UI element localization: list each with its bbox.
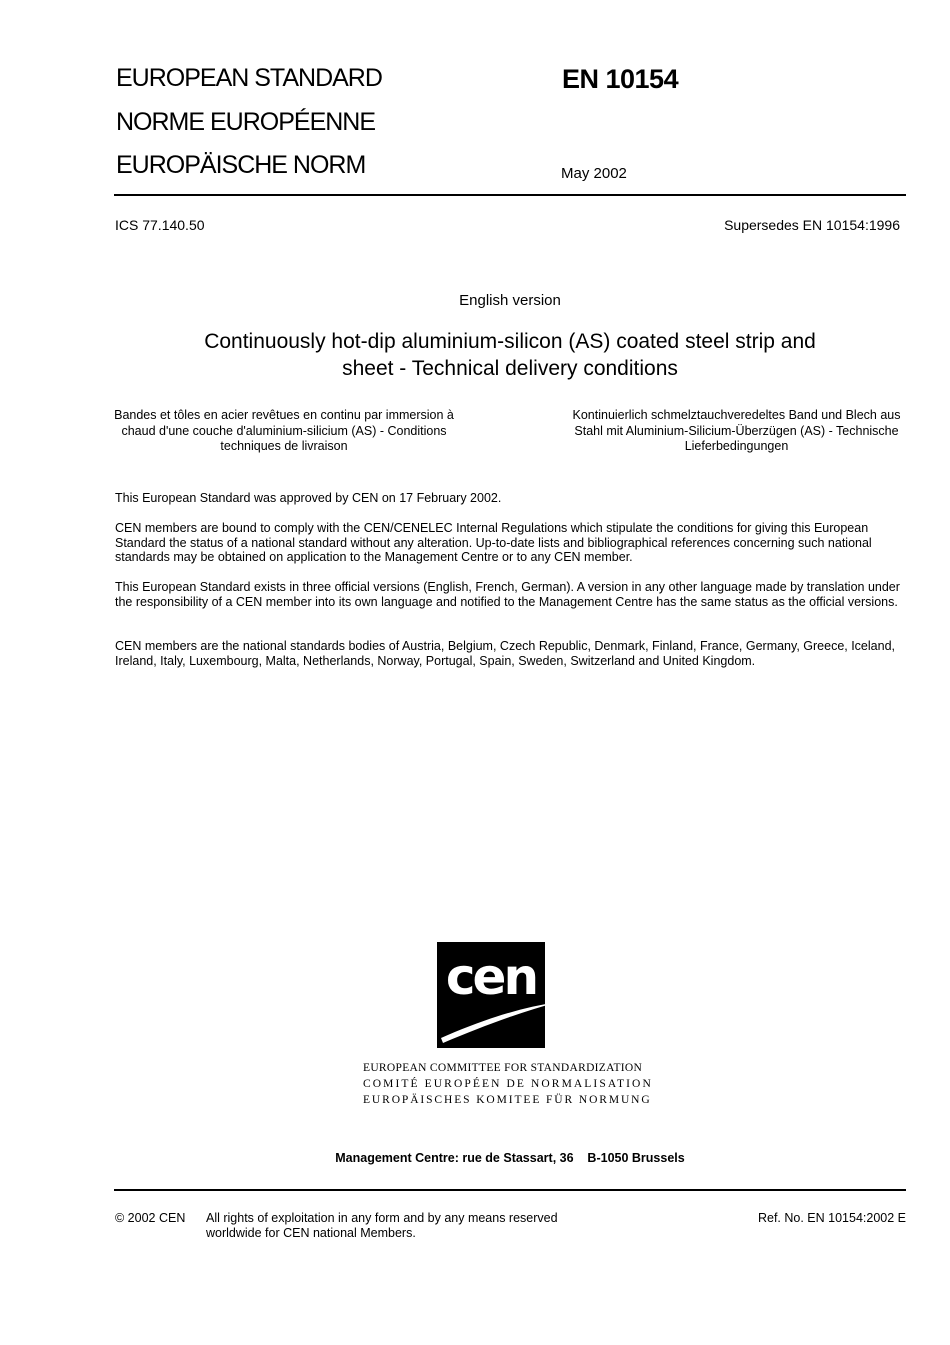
- copyright-notice: © 2002 CEN: [115, 1211, 186, 1225]
- org-name-german: EUROPÄISCHES KOMITEE FÜR NORMUNG: [363, 1094, 652, 1106]
- supersedes-note: Supersedes EN 10154:1996: [724, 217, 900, 233]
- document-title-text: Continuously hot-dip aluminium-silicon (AS) coated steel strip and sheet - Technical delivery conditions: [204, 330, 816, 380]
- publication-date: May 2002: [561, 165, 627, 182]
- footer-divider: [114, 1189, 906, 1191]
- standard-number: EN 10154: [562, 64, 679, 94]
- compliance-paragraph: CEN members are bound to comply with the CEN/CENELEC Internal Regulations which stipulate the conditions for giving this European Standard the status of a national standard without any alteration. Up-to-date lists and bibliographical references concerning such national standards may be obtained on application to the Management Centre or to any CEN member.: [115, 521, 872, 564]
- cen-logo-text: cen: [445, 948, 537, 1006]
- title-english: EUROPEAN STANDARD: [116, 64, 382, 92]
- title-french: NORME EUROPÉENNE: [116, 108, 376, 136]
- reference-number: Ref. No. EN 10154:2002 E: [757, 1211, 906, 1225]
- org-name-french: COMITÉ EUROPÉEN DE NORMALISATION: [363, 1078, 653, 1090]
- header-divider: [114, 194, 906, 196]
- ics-code: ICS 77.140.50: [115, 217, 205, 233]
- versions-paragraph: This European Standard exists in three official versions (English, French, German). A version in any other language made by translation under the responsibility of a CEN member into its own language and notified to the Management Centre has the same status as the official versions.: [115, 580, 900, 609]
- management-centre-address: Management Centre: rue de Stassart, 36 B-1050 Brussels: [335, 1151, 685, 1165]
- members-paragraph: CEN members are the national standards bodies of Austria, Belgium, Czech Republic, Denmark, Finland, France, Germany, Greece, Iceland, Ireland, Italy, Luxembourg, Malta, Netherlands, Norway, Portugal, Spain, Sweden, Switzerland and United Kingdom.: [115, 639, 895, 668]
- document-title: [0, 328, 950, 382]
- approval-paragraph: This European Standard was approved by CEN on 17 February 2002.: [115, 491, 502, 505]
- title-german: EUROPÄISCHE NORM: [116, 151, 366, 179]
- german-title: Kontinuierlich schmelztauchveredeltes Band und Blech aus Stahl mit Aluminium-Silicium-Überzügen (AS) - Technische Lieferbedingungen: [572, 408, 901, 453]
- org-name-english: EUROPEAN COMMITTEE FOR STANDARDIZATION: [363, 1062, 643, 1074]
- language-version: English version: [459, 292, 561, 309]
- rights-notice: All rights of exploitation in any form and by any means reserved worldwide for CEN national Members.: [206, 1211, 558, 1240]
- french-title: Bandes et tôles en acier revêtues en continu par immersion à chaud d'une couche d'aluminium-silicium (AS) - Conditions techniques de livraison: [114, 408, 454, 453]
- cen-logo: [437, 942, 559, 1048]
